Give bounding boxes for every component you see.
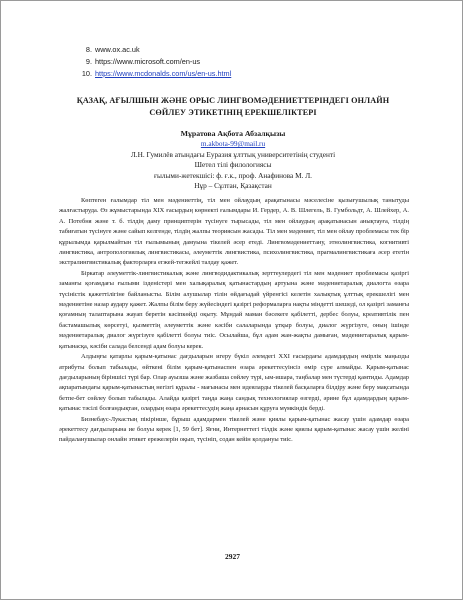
reference-item[interactable] (75, 56, 231, 68)
author-department: Шетел тілі филологиясы (194, 160, 272, 170)
reference-text: https://www.microsoft.com/en-us (95, 57, 201, 66)
reference-number: 10. (81, 69, 92, 78)
reference-number: 9. (85, 57, 92, 66)
reference-number: 8. (85, 45, 92, 54)
author-supervisor: ғылыми-жетекшісі: ф. ғ.к., проф. Анафинова М. Л. (153, 170, 313, 180)
page-number: 2927 (225, 552, 240, 561)
reference-item[interactable] (75, 68, 231, 80)
author-email-link[interactable]: m.akbota-99@mail.ru (200, 139, 266, 149)
article-body (59, 196, 409, 446)
reference-item[interactable] (75, 44, 231, 56)
author-block (57, 129, 409, 191)
author-location: Нұр – Сұлтан, Қазақстан (194, 181, 272, 191)
reference-link[interactable]: https://www.mcdonalds.com/us/en-us.html (95, 69, 232, 78)
body-paragraph: Көптеген ғалымдар тіл мен мәдениеттің, тіл мен ойлаудың арақатынасы мәселесіне қызығушылық танытуды жалғастыруда. Өз жұмыстарында XIX ғасырдың көрнекті ғалымдары И. Гердер, А. В. Шлегель, В. Гумбольдт, А. Шлейхер, А. А. Потебня және т. б. тілдің даму принциптерін түсінуге тырысады, тіл мен ойлаудың арақатынасын анықтауға, тілдің табиғатын түсінуге және сайып келгенде, тілдің жалпы теориясын жасады. Тіл мен мәдениет, тіл мен ойлау проблемасы тек бір құрылымда қарылмайтын тіл ғылымының дамуына тікелей әсер етеді. Лингвомәдениеттану, этнолингвистика, когнитивті лингвистика, антропологиялық лингвистикасы, әлеуметтік лингвистика, психолингвистика, прагмалингвистикаға әсер ететін экстралингвистикалық факторларға егжей-тегжейлі талдау қажет. (59, 197, 409, 267)
body-paragraph: Бизнебаус-Лукастың пікірінше, бұрыш адамдармен тікелей және қиялы қарым-қатынас жасау үшін адамдар өзара әрекеттесу дағдыларына ие болуы керек [1, 59 бет]. Яғни, Интернеттегі тілдік және қиялы қарым-қатынас жасау үшін желіні пайдаланушылар онлайн этикет ережелерін оқып, түсініп, содан кейін қолдануы тиіс. (59, 415, 409, 444)
article-title (57, 95, 409, 119)
title-line-1: ҚАЗАҚ, АҒЫЛШЫН ЖӘНЕ ОРЫС ЛИНГВОМӘДЕНИЕТТЕРІНДЕГІ ОНЛАЙН (76, 96, 390, 105)
author-name: Мұратова Ақбота Абзалқызы (180, 129, 286, 138)
reference-text: www.ox.ac.uk (95, 45, 140, 54)
body-paragraph: Біркатар әлеуметтік-лингвистикалық және лингводидактикалық зерттеулердегі тіл мен мәдениет проблемасы қазіргі заманғы қоғамдағы ғылыми ізденістері мен халықаралық қатынастардың артуына және мәдениетаралық диалогта өзара түсіністік қажеттілігіне байланысты. Білім алушылар тілін өйдағыдай үйренгісі келетін халықтық ұлттық ерекшелігі мен мәдениетіне назар аудару қажет. Жалпы білім беру жүйесіндегі қазіргі реформаларға нақты міндетті шешеді, ол қазіргі заманғы қоғамның талаптарына жауап беретін кәсіпкөйді оқыту. Мұндай маман бәсекеге қабілетті, дербес болуы, креативтілік пен бастамашылық көрсетуі, қызметтің әлеуметтік және кәсіби салаларында ұтқыр болуы, диалог жүргізуге, оның ішінде мәдениетаралық диалог жүргізуге қабілетті болуы тиіс. Осылайша, бұл адам жан-жақты дамыған, мәдениетаралық қарым-қатынасқа, кәсіби салада белсенді адам болуы керек. (59, 269, 409, 350)
author-affiliation: Л.Н. Гумилёв атындағы Еуразия ұлттық университетінің студенті (130, 149, 336, 159)
reference-list (75, 44, 231, 80)
body-paragraph: Алдыңғы қатарлы қарым-қатынас дағдыларын игеру бүкіл әлемдегі XXI ғасырдағы адамдардың өмірлік маңызды атрибуты болып табылады, өйткені білім қарым-қатынаспен өзара әрекеттесуінсіз өмір сүре алмайды. Қарым-қатынас дағдыларының біріншісі түрі бар. Олар ауызша және жазбаша сөйлеу түрі, ым-ишара, таңбалар мен түстерді қамтиды. Адамдар ақпаратындағы қарым-қатынастың негізгі құралы - мағынасы мен идеяларды тікелей басқаларға білдіру және беру мақсатында бетпе-бет сөйлеу болып табылады. Алайда қазіргі таңда жаңа сандық технологиялар өзгерді, әрине бұл адамдардың қарым-қатынас тәсілі болғандықтан, олардың өзара әрекеттесудің жаңа арнасын құруға мүмкіндік берді. (59, 353, 409, 413)
title-line-2: СӨЙЛЕУ ЭТИКЕТІНІҢ ЕРЕКШЕЛІКТЕРІ (149, 108, 317, 117)
